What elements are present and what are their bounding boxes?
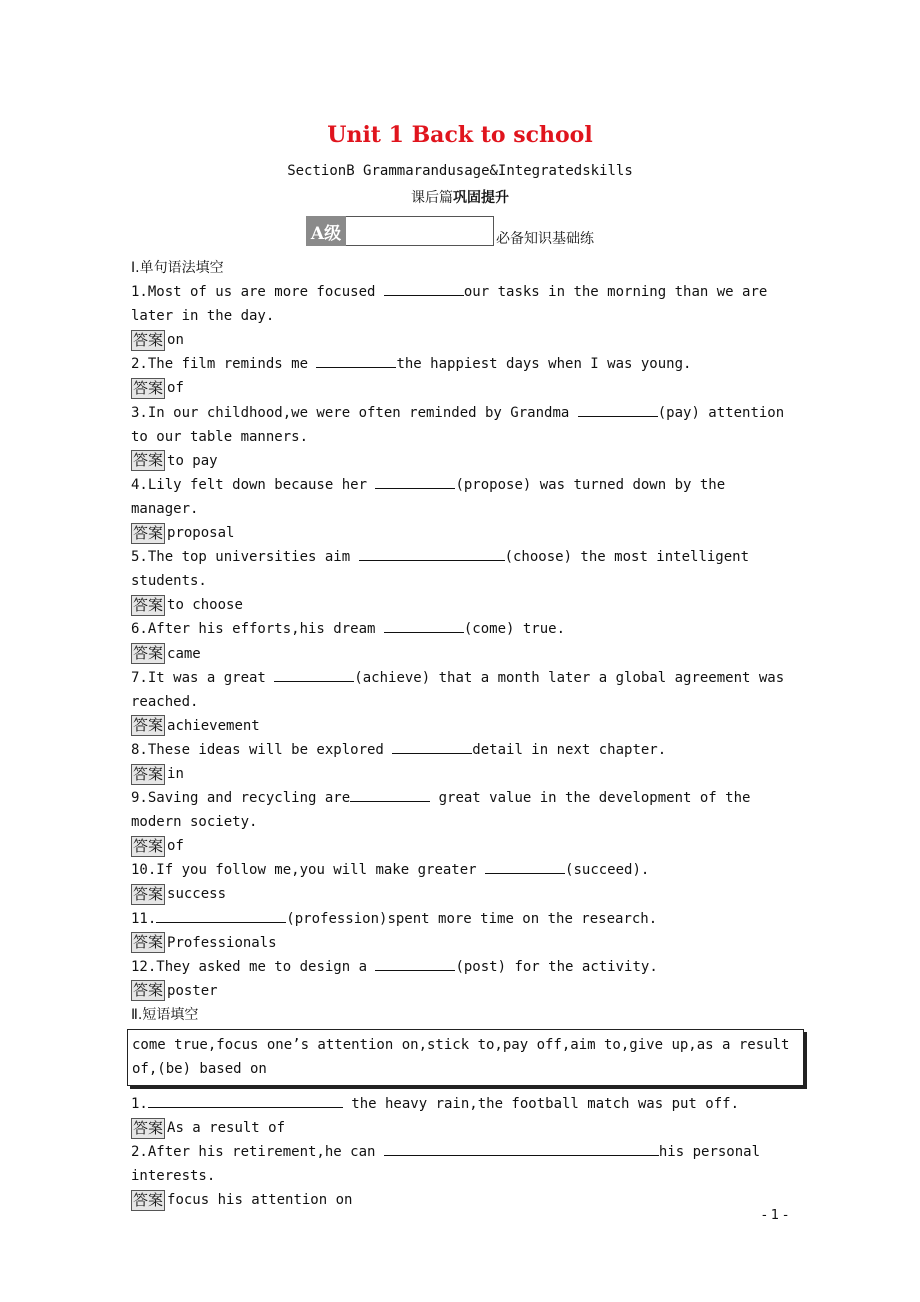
question-number: 4. [131, 476, 148, 493]
answer-label: 答案 [133, 451, 164, 470]
section-subtitle: SectionB Grammarandusage&Integratedskills [287, 163, 633, 179]
answer-label: 答案 [133, 1118, 164, 1137]
question-number: 1. [131, 284, 148, 301]
answer-blank[interactable] [274, 666, 354, 682]
exercise-content [131, 256, 791, 1212]
question-number: 2. [131, 356, 148, 373]
level-box [346, 216, 494, 246]
answer-row [131, 1188, 791, 1212]
question-number: 11. [131, 910, 157, 927]
answer-text: to choose [167, 597, 243, 614]
question-4: 4.Lily felt down because her (propose) was turned down by the manager. [131, 473, 791, 521]
answer-blank[interactable] [316, 352, 396, 368]
phrase-bank: come true,focus one’s attention on,stick to,pay off,aim to,give up,as a result of,(be) based on [127, 1029, 804, 1086]
answer-blank[interactable] [384, 280, 464, 296]
answer-blank[interactable] [148, 1092, 343, 1108]
answer-blank[interactable] [384, 1140, 659, 1156]
answer-label: 答案 [133, 981, 164, 1000]
answer-row [131, 714, 791, 738]
answer-text: achievement [167, 717, 260, 734]
question-number: 7. [131, 669, 148, 686]
page-number: - 1 - [762, 1208, 788, 1223]
answer-row [131, 328, 791, 352]
answer-row [131, 834, 791, 858]
question-number: 3. [131, 404, 148, 421]
answer-text: of [167, 380, 184, 397]
question-7: 7.It was a great (achieve) that a month later a global agreement was reached. [131, 666, 791, 714]
question-5: 5.The top universities aim (choose) the most intelligent students. [131, 545, 791, 593]
answer-label: 答案 [133, 330, 164, 349]
answer-row [131, 521, 791, 545]
answer-label: 答案 [133, 836, 164, 855]
answer-row [131, 593, 791, 617]
question-number: 2. [131, 1144, 148, 1161]
answer-text: Professionals [167, 934, 277, 951]
answer-text: focus his attention on [167, 1192, 353, 1209]
answer-label: 答案 [133, 764, 164, 783]
question-number: 12. [131, 958, 157, 975]
question-2: 2.The film reminds me the happiest days when I was young. [131, 352, 791, 376]
question-number: 6. [131, 621, 148, 638]
answer-blank[interactable] [392, 738, 472, 754]
answer-blank[interactable] [350, 786, 430, 802]
answer-row [131, 1116, 791, 1140]
question-12: 12.They asked me to design a (post) for the activity. [131, 955, 791, 979]
level-header [306, 213, 594, 246]
question-10: 10.If you follow me,you will make greater (succeed). [131, 858, 791, 882]
answer-blank[interactable] [375, 955, 455, 971]
answer-text: of [167, 838, 184, 855]
answer-text: poster [167, 982, 218, 999]
answer-blank[interactable] [359, 545, 505, 561]
answer-text: success [167, 886, 227, 903]
section2-heading: Ⅱ.短语填空 [131, 1006, 199, 1023]
question-3: 3.In our childhood,we were often reminded by Grandma (pay) attention to our table manners. [131, 401, 791, 449]
phrase-question-1: 1. the heavy rain,the football match was put off. [131, 1092, 791, 1116]
answer-blank[interactable] [156, 907, 286, 923]
question-number: 5. [131, 549, 148, 566]
question-number: 1. [131, 1096, 148, 1112]
answer-text: to pay [167, 452, 218, 469]
answer-row [131, 762, 791, 786]
level-badge: A级 [306, 216, 346, 246]
answer-blank[interactable] [578, 401, 658, 417]
answer-row [131, 931, 791, 955]
answer-blank[interactable] [384, 617, 464, 633]
question-number: 8. [131, 741, 148, 758]
answer-text: on [167, 332, 184, 349]
question-number: 9. [131, 790, 148, 807]
answer-label: 答案 [133, 884, 164, 903]
answer-row [131, 642, 791, 666]
answer-blank[interactable] [375, 473, 455, 489]
answer-text: proposal [167, 525, 235, 542]
answer-row [131, 376, 791, 400]
answer-label: 答案 [133, 523, 164, 542]
answer-text: in [167, 765, 184, 782]
answer-row [131, 449, 791, 473]
answer-label: 答案 [133, 595, 164, 614]
phrase-question-2: 2.After his retirement,he can his personal interests. [131, 1140, 791, 1188]
document-title: Unit 1 Back to school [327, 122, 593, 148]
level-label: 必备知识基础练 [496, 231, 594, 247]
answer-row [131, 882, 791, 906]
answer-row [131, 979, 791, 1003]
answer-label: 答案 [133, 933, 164, 952]
question-9: 9.Saving and recycling are great value in the development of the modern society. [131, 786, 791, 834]
practice-subtitle [0, 187, 920, 207]
answer-label: 答案 [133, 1190, 164, 1209]
question-8: 8.These ideas will be explored detail in next chapter. [131, 738, 791, 762]
subtitle-bold: 巩固提升 [453, 190, 509, 206]
question-number: 10. [131, 862, 157, 879]
question-11: 11. (profession)spent more time on the research. [131, 907, 791, 931]
answer-text: came [167, 645, 201, 662]
answer-text: As a result of [167, 1120, 286, 1137]
question-1: 1.Most of us are more focused our tasks in the morning than we are later in the day. [131, 280, 791, 328]
subtitle-normal: 课后篇 [411, 190, 453, 206]
question-6: 6.After his efforts,his dream (come) true. [131, 617, 791, 641]
answer-label: 答案 [133, 644, 164, 663]
answer-label: 答案 [133, 379, 164, 398]
section1-heading: Ⅰ.单句语法填空 [131, 260, 224, 276]
answer-label: 答案 [133, 716, 164, 735]
answer-blank[interactable] [485, 858, 565, 874]
